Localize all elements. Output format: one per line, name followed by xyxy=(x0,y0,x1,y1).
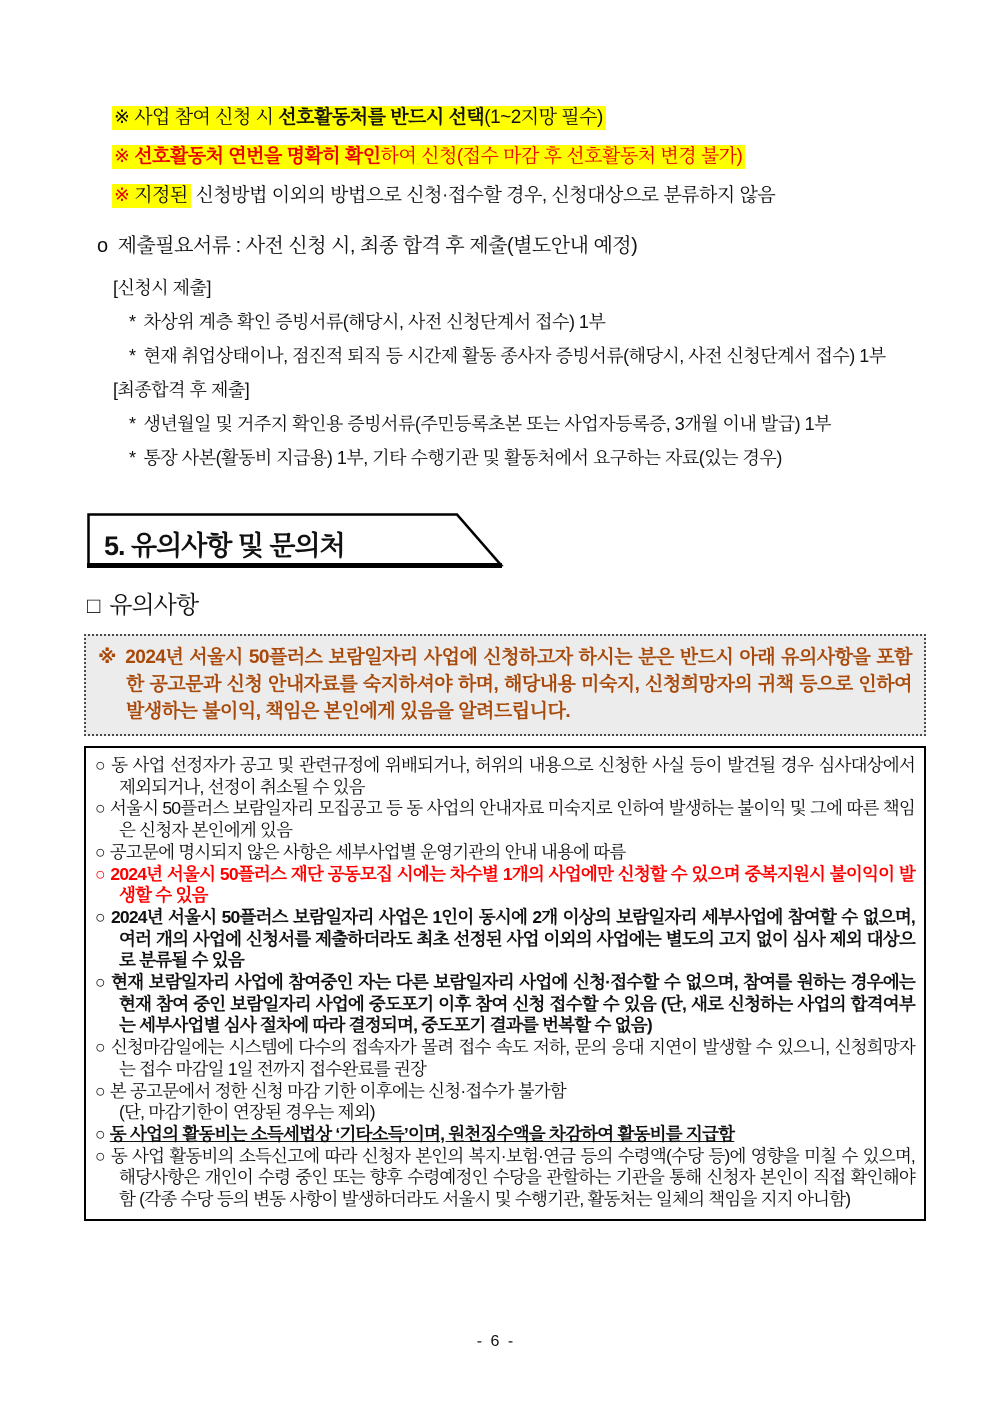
circle-marker: ○ xyxy=(95,1145,106,1166)
caution-text: 신청마감일에는 시스템에 다수의 접속자가 몰려 접수 속도 저하, 문의 응대 지연이 발생할 수 있으니, 신청희망자는 접수 마감일 1일 전까지 접수완료를 권장 xyxy=(110,1037,915,1079)
circle-marker: ○ xyxy=(95,906,106,927)
document-item-text: 현재 취업상태이나, 점진적 퇴직 등 시간제 활동 종사자 증빙서류(해당시, 사전 신청단계서 접수) 1부 xyxy=(143,346,886,366)
circle-marker: ○ xyxy=(95,798,105,819)
caution-item xyxy=(95,1037,915,1080)
caution-text: 동 사업 활동비의 소득신고에 따라 신청자 본인의 복지·보험·연금 등의 수령액(수당 등)에 영향을 미칠 수 있으며, 해당사항은 개인이 수령 중인 또는 향후 수령예정인 수당을 관할하는 기관을 통해 신청자 본인이 직접 확인해야 함 (각종 수당 등의 변동 사항이 발생하더라도 서울시 및 수행기관, 활동처는 일체의 책임을 지지 아니함) xyxy=(110,1145,915,1210)
asterisk-marker: * xyxy=(129,346,136,366)
note-marker: ※ xyxy=(114,146,130,167)
circle-marker: ○ xyxy=(95,1037,106,1058)
required-documents-section xyxy=(97,231,926,475)
note-bold-text: 선호활동처 연번을 명확히 확인 xyxy=(134,146,381,167)
note-marker: ※ xyxy=(114,185,130,206)
note-text: (1~2지망 필수) xyxy=(484,107,603,128)
intro-notes xyxy=(0,0,992,209)
circle-marker: ○ xyxy=(95,863,106,884)
asterisk-marker: * xyxy=(129,414,136,434)
caution-subtext: (단, 마감기한이 연장된 경우는 제외) xyxy=(119,1102,375,1123)
document-item-text: 생년월일 및 거주지 확인용 증빙서류(주민등록초본 또는 사업자등록증, 3개월 이내 발급) 1부 xyxy=(143,414,832,434)
caution-item xyxy=(95,907,915,972)
note-highlighted-word: 지정된 xyxy=(134,185,188,206)
caution-item xyxy=(95,1146,915,1211)
intro-note-3 xyxy=(112,182,932,209)
note-text: 신청방법 이외의 방법으로 신청·접수할 경우, 신청대상으로 분류하지 않음 xyxy=(195,185,776,206)
highlighted-note xyxy=(112,145,745,169)
notice-text xyxy=(98,644,912,725)
documents-title: 제출필요서류 : 사전 신청 시, 최종 합격 후 제출(별도안내 예정) xyxy=(117,235,638,257)
caution-text: 2024년 서울시 50플러스 재단 공동모집 시에는 차수별 1개의 사업에만 신청할 수 있으며 중복지원시 불이익이 발생할 수 있음 xyxy=(110,863,915,906)
caution-text: 2024년 서울시 50플러스 보람일자리 사업은 1인이 동시에 2개 이상의 보람일자리 세부사업에 참여할 수 없으며, 여러 개의 사업에 신청서를 제출하더라도 최초 선정된 사업 이외의 사업에는 별도의 고지 없이 심사 제외 대상으로 분류될 수 있음 xyxy=(110,906,915,971)
circle-marker: ○ xyxy=(95,1080,105,1101)
caution-item xyxy=(95,798,915,841)
document-group-label: [최종합격 후 제출] xyxy=(113,380,250,400)
caution-text: 동 사업의 활동비는 소득세법상 ‘기타소득’이며, 원천징수액을 차감하여 활동비를 지급함 xyxy=(109,1123,735,1144)
asterisk-marker: * xyxy=(129,448,136,468)
document-item-text: 통장 사본(활동비 지급용) 1부, 기타 수행기관 및 활동처에서 요구하는 자료(있는 경우) xyxy=(143,448,782,468)
caution-item xyxy=(95,972,915,1037)
caution-text: 본 공고문에서 정한 신청 마감 기한 이후에는 신청·접수가 불가함 xyxy=(109,1080,567,1101)
caution-item xyxy=(95,864,915,907)
document-item xyxy=(129,407,926,441)
note-marker: ※ xyxy=(98,647,118,668)
document-item-text: 차상위 계층 확인 증빙서류(해당시, 사전 신청단계서 접수) 1부 xyxy=(143,312,606,332)
document-group-label: [신청시 제출] xyxy=(113,278,211,298)
caution-item xyxy=(95,1124,915,1146)
document-item xyxy=(129,305,926,339)
caution-text: 동 사업 선정자가 공고 및 관련규정에 위배되거나, 허위의 내용으로 신청한 사실 등이 발견될 경우 심사대상에서 제외되거나, 선정이 취소될 수 있음 xyxy=(111,755,915,797)
documents-heading xyxy=(97,231,926,261)
cautions-list xyxy=(84,746,926,1221)
subheading-text: 유의사항 xyxy=(109,592,199,619)
list-marker: o xyxy=(97,235,108,257)
caution-text: 현재 보람일자리 사업에 참여중인 자는 다른 보람일자리 사업에 신청·접수할 수 없으며, 참여를 원하는 경우에는 현재 참여 중인 보람일자리 사업에 중도포기 이후 참여 신청 접수할 수 있음 (단, 새로 신청하는 사업의 합격여부는 세부사업별 심사 절차에 따라 결정되며, 중도포기 결과를 번복할 수 없음) xyxy=(111,972,915,1036)
note-text: 사업 참여 신청 시 xyxy=(134,107,279,128)
circle-marker: ○ xyxy=(95,972,107,993)
asterisk-marker: * xyxy=(129,312,136,332)
document-item xyxy=(129,339,926,373)
circle-marker: ○ xyxy=(95,841,105,862)
caution-item xyxy=(95,1081,915,1124)
section5-header xyxy=(87,513,505,569)
caution-text: 서울시 50플러스 보람일자리 모집공고 등 동 사업의 안내자료 미숙지로 인하여 발생하는 불이익 및 그에 따른 책임은 신청자 본인에게 있음 xyxy=(109,798,915,841)
circle-marker: ○ xyxy=(95,1123,105,1144)
intro-note-2 xyxy=(112,143,932,170)
circle-marker: ○ xyxy=(95,755,107,775)
note-text: 하여 신청(접수 마감 후 선호활동처 변경 불가) xyxy=(380,146,743,167)
page-number: - 6 - xyxy=(476,1333,516,1350)
caution-item xyxy=(95,842,915,864)
caution-text: 공고문에 명시되지 않은 사항은 세부사업별 운영기관의 안내 내용에 따름 xyxy=(109,841,626,862)
square-marker: □ xyxy=(87,593,100,618)
notice-body: 2024년 서울시 50플러스 보람일자리 사업에 신청하고자 하시는 분은 반드시 아래 유의사항을 포함한 공고문과 신청 안내자료를 숙지하셔야 하며, 해당내용 미숙지, 신청희망자의 귀책 등으로 인하여 발생하는 불이익, 책임은 본인에게 있음을 알려드립니다. xyxy=(125,647,912,722)
caution-item xyxy=(95,755,915,798)
documents-list xyxy=(97,271,926,475)
note-marker: ※ xyxy=(114,107,130,128)
important-notice-box xyxy=(84,634,926,736)
note-bold-text: 선호활동처를 반드시 선택 xyxy=(278,107,485,128)
cautions-subheading xyxy=(87,585,992,620)
section5-title: 5. 유의사항 및 문의처 xyxy=(104,531,345,561)
document-item xyxy=(129,441,926,475)
intro-note-1 xyxy=(112,104,932,131)
highlighted-note xyxy=(112,184,191,208)
highlighted-note xyxy=(112,106,606,130)
